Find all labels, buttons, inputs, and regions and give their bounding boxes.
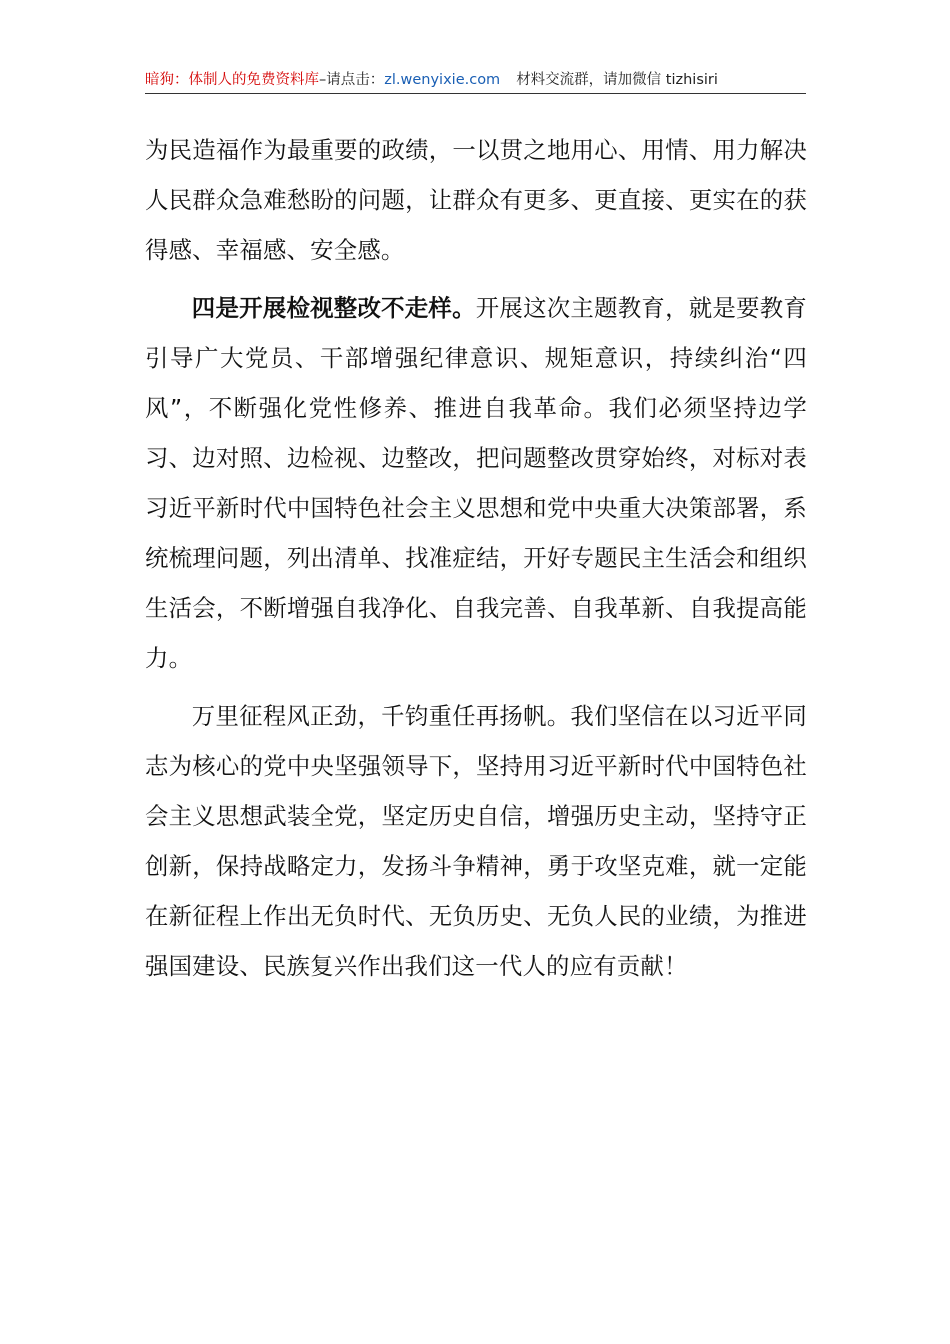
header-brand: 暗狗：体制人的免费资料库 (145, 72, 319, 88)
header-click-prompt: –请点击： (319, 72, 385, 88)
header-url-link[interactable]: zl.wenyixie.com (384, 72, 501, 88)
document-body (145, 125, 807, 991)
paragraph-2-heading: 四是开展检视整改不走样。 (191, 294, 476, 322)
paragraph-2-body: 开展这次主题教育，就是要教育引导广大党员、干部增强纪律意识、规矩意识，持续纠治“四风”，不断强化党性修养、推进自我革命。我们必须坚持边学习、边对照、边检视、边整改，把问题整改贯穿始终，对标对表习近平新时代中国特色社会主义思想和党中央重大决策部署，系统梳理问题，列出清单、找准症结，开好专题民主生活会和组织生活会，不断增强自我净化、自我完善、自我革新、自我提高能力。 (145, 294, 807, 672)
header-wechat-note: 材料交流群，请加微信 tizhisiri (516, 72, 718, 88)
page-header (145, 66, 806, 94)
paragraph-1: 为民造福作为最重要的政绩，一以贯之地用心、用情、用力解决人民群众急难愁盼的问题，让群众有更多、更直接、更实在的获得感、幸福感、安全感。 (145, 136, 807, 264)
paragraph-3: 万里征程风正劲，千钧重任再扬帆。我们坚信在以习近平同志为核心的党中央坚强领导下，坚持用习近平新时代中国特色社会主义思想武装全党，坚定历史自信，增强历史主动，坚持守正创新，保持战略定力，发扬斗争精神，勇于攻坚克难，就一定能在新征程上作出无负时代、无负历史、无负人民的业绩，为推进强国建设、民族复兴作出我们这一代人的应有贡献！ (145, 702, 807, 980)
paragraph-2 (145, 283, 807, 683)
